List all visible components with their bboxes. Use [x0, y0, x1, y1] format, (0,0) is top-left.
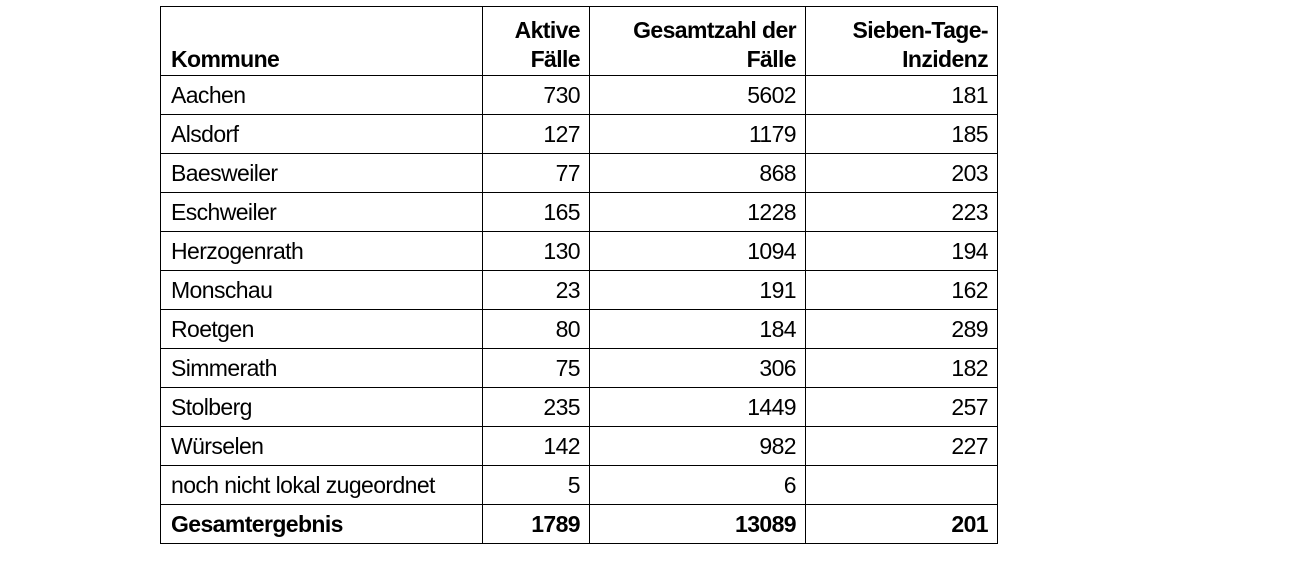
cell-aktive: 130: [483, 232, 590, 271]
cell-gesamt: 982: [590, 427, 806, 466]
total-row: [161, 505, 998, 544]
cell-gesamt: 306: [590, 349, 806, 388]
table-row: [161, 154, 998, 193]
table-row: [161, 310, 998, 349]
header-inzidenz: [806, 7, 998, 76]
header-row: [161, 7, 998, 76]
cell-inzidenz: 194: [806, 232, 998, 271]
cell-gesamt: 5602: [590, 76, 806, 115]
table-row: [161, 193, 998, 232]
cell-gesamt: 1228: [590, 193, 806, 232]
cell-gesamt: 6: [590, 466, 806, 505]
cell-gesamt: 1094: [590, 232, 806, 271]
cell-kommune: Baesweiler: [161, 154, 483, 193]
cell-inzidenz: 162: [806, 271, 998, 310]
header-kommune-label: Kommune: [171, 46, 280, 72]
total-inzidenz: 201: [806, 505, 998, 544]
cell-inzidenz: [806, 466, 998, 505]
cell-kommune: Würselen: [161, 427, 483, 466]
cell-inzidenz: 185: [806, 115, 998, 154]
cell-inzidenz: 223: [806, 193, 998, 232]
cell-kommune: Herzogenrath: [161, 232, 483, 271]
table-row: [161, 115, 998, 154]
table-row: [161, 271, 998, 310]
cell-kommune: Stolberg: [161, 388, 483, 427]
total-gesamt: 13089: [590, 505, 806, 544]
total-aktive: 1789: [483, 505, 590, 544]
table-row: [161, 427, 998, 466]
header-aktive-faelle: [483, 7, 590, 76]
table-header: [161, 7, 998, 76]
cell-kommune: Eschweiler: [161, 193, 483, 232]
header-inzidenz-line-1: Sieben-Tage-: [852, 17, 988, 43]
cell-inzidenz: 227: [806, 427, 998, 466]
cell-aktive: 5: [483, 466, 590, 505]
cell-gesamt: 1449: [590, 388, 806, 427]
header-gesamt-line-1: Gesamtzahl der: [633, 17, 796, 43]
header-gesamtzahl: [590, 7, 806, 76]
cell-gesamt: 184: [590, 310, 806, 349]
cell-aktive: 142: [483, 427, 590, 466]
cell-kommune: Monschau: [161, 271, 483, 310]
covid-cases-table: [160, 6, 998, 544]
header-gesamt-line-2: Fälle: [746, 46, 796, 72]
header-aktive-line-1: Aktive: [514, 17, 580, 43]
cell-inzidenz: 257: [806, 388, 998, 427]
total-label: Gesamtergebnis: [161, 505, 483, 544]
cell-aktive: 75: [483, 349, 590, 388]
cell-aktive: 165: [483, 193, 590, 232]
table-footer: [161, 505, 998, 544]
table-body: [161, 76, 998, 505]
cell-aktive: 730: [483, 76, 590, 115]
cell-kommune: Alsdorf: [161, 115, 483, 154]
table-row: [161, 466, 998, 505]
cell-aktive: 235: [483, 388, 590, 427]
table-container: [160, 6, 998, 544]
cell-aktive: 80: [483, 310, 590, 349]
table-row: [161, 232, 998, 271]
cell-gesamt: 191: [590, 271, 806, 310]
cell-inzidenz: 181: [806, 76, 998, 115]
cell-aktive: 127: [483, 115, 590, 154]
table-row: [161, 349, 998, 388]
table-row: [161, 76, 998, 115]
header-aktive-line-2: Fälle: [530, 46, 580, 72]
cell-kommune: Aachen: [161, 76, 483, 115]
cell-kommune: Simmerath: [161, 349, 483, 388]
cell-aktive: 77: [483, 154, 590, 193]
cell-gesamt: 1179: [590, 115, 806, 154]
cell-inzidenz: 289: [806, 310, 998, 349]
header-inzidenz-line-2: Inzidenz: [902, 46, 988, 72]
cell-aktive: 23: [483, 271, 590, 310]
table-row: [161, 388, 998, 427]
cell-inzidenz: 182: [806, 349, 998, 388]
cell-inzidenz: 203: [806, 154, 998, 193]
cell-gesamt: 868: [590, 154, 806, 193]
header-kommune: [161, 7, 483, 76]
cell-kommune: noch nicht lokal zugeordnet: [161, 466, 483, 505]
cell-kommune: Roetgen: [161, 310, 483, 349]
